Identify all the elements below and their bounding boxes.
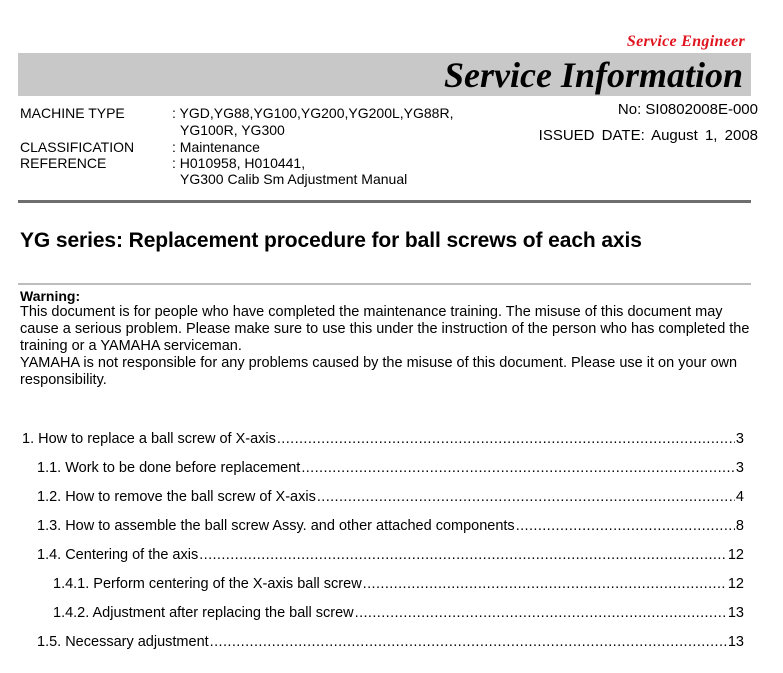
warning-paragraph-1: This document is for people who have completed the maintenance training. The misuse of this document may cause a serious problem. Please make sure to use this under the instruction of the person who has completed the training or a YAMAHA serviceman. — [20, 304, 750, 354]
banner-title: Service Information — [443, 55, 743, 95]
machine-type-value-line2: YG100R, YG300 — [180, 122, 285, 138]
toc-item-label: 1.1. Work to be done before replacement — [37, 460, 301, 476]
toc-item-label: 1.4.2. Adjustment after replacing the ball screw — [53, 605, 354, 621]
toc-leader-dots — [210, 633, 727, 651]
machine-type-label: MACHINE TYPE — [20, 105, 125, 121]
toc-leader-dots — [301, 459, 735, 477]
document-number: No: SI0802008E-000 — [617, 101, 758, 118]
document-title: YG series: Replacement procedure for ball screws of each axis — [20, 229, 642, 252]
toc-item[interactable] — [37, 488, 744, 506]
warning-paragraph-2: YAMAHA is not responsible for any problems caused by the misuse of this document. Please use it on your own responsibility. — [20, 355, 738, 388]
toc-item-page: 12 — [727, 547, 744, 563]
toc-item[interactable] — [53, 604, 744, 622]
toc-item-label: 1.5. Necessary adjustment — [37, 634, 209, 650]
warning-heading: Warning: — [20, 288, 81, 304]
toc-item[interactable] — [37, 546, 744, 564]
toc-item[interactable] — [53, 575, 744, 593]
toc-item[interactable] — [22, 430, 744, 448]
toc-item-page: 3 — [735, 431, 744, 447]
toc-item-label: 1. How to replace a ball screw of X-axis — [22, 431, 276, 447]
service-engineer-label: Service Engineer — [626, 33, 745, 50]
reference-value-line1: : H010958, H010441, — [172, 155, 306, 171]
toc-leader-dots — [277, 430, 735, 448]
toc-item-page: 13 — [727, 605, 744, 621]
toc-leader-dots — [355, 604, 727, 622]
toc-item-page: 8 — [735, 518, 744, 534]
header-divider — [18, 200, 751, 203]
toc-item-page: 12 — [727, 576, 744, 592]
reference-value-line2: YG300 Calib Sm Adjustment Manual — [180, 171, 408, 187]
toc-item-page: 13 — [727, 634, 744, 650]
toc-leader-dots — [363, 575, 727, 593]
toc-item-label: 1.2. How to remove the ball screw of X-axis — [37, 489, 316, 505]
toc-item-page: 4 — [735, 489, 744, 505]
classification-value: : Maintenance — [172, 139, 260, 155]
warning-divider — [18, 283, 751, 285]
toc-leader-dots — [317, 488, 735, 506]
toc-item-label: 1.4.1. Perform centering of the X-axis ball screw — [53, 576, 362, 592]
reference-label: REFERENCE — [20, 155, 107, 171]
header-banner — [18, 53, 751, 96]
toc-leader-dots — [199, 546, 727, 564]
toc-item[interactable] — [37, 517, 744, 535]
machine-type-value-line1: : YGD,YG88,YG100,YG200,YG200L,YG88R, — [172, 105, 454, 121]
toc-item-label: 1.3. How to assemble the ball screw Assy. and other attached components — [37, 518, 515, 534]
issued-date: ISSUED DATE: August 1, 2008 — [538, 127, 758, 144]
toc-item-label: 1.4. Centering of the axis — [37, 547, 199, 563]
toc-item[interactable] — [37, 633, 744, 651]
toc-item-page: 3 — [735, 460, 744, 476]
classification-label: CLASSIFICATION — [20, 139, 135, 155]
warning-body — [20, 304, 755, 389]
toc-leader-dots — [516, 517, 735, 535]
toc-item[interactable] — [37, 459, 744, 477]
